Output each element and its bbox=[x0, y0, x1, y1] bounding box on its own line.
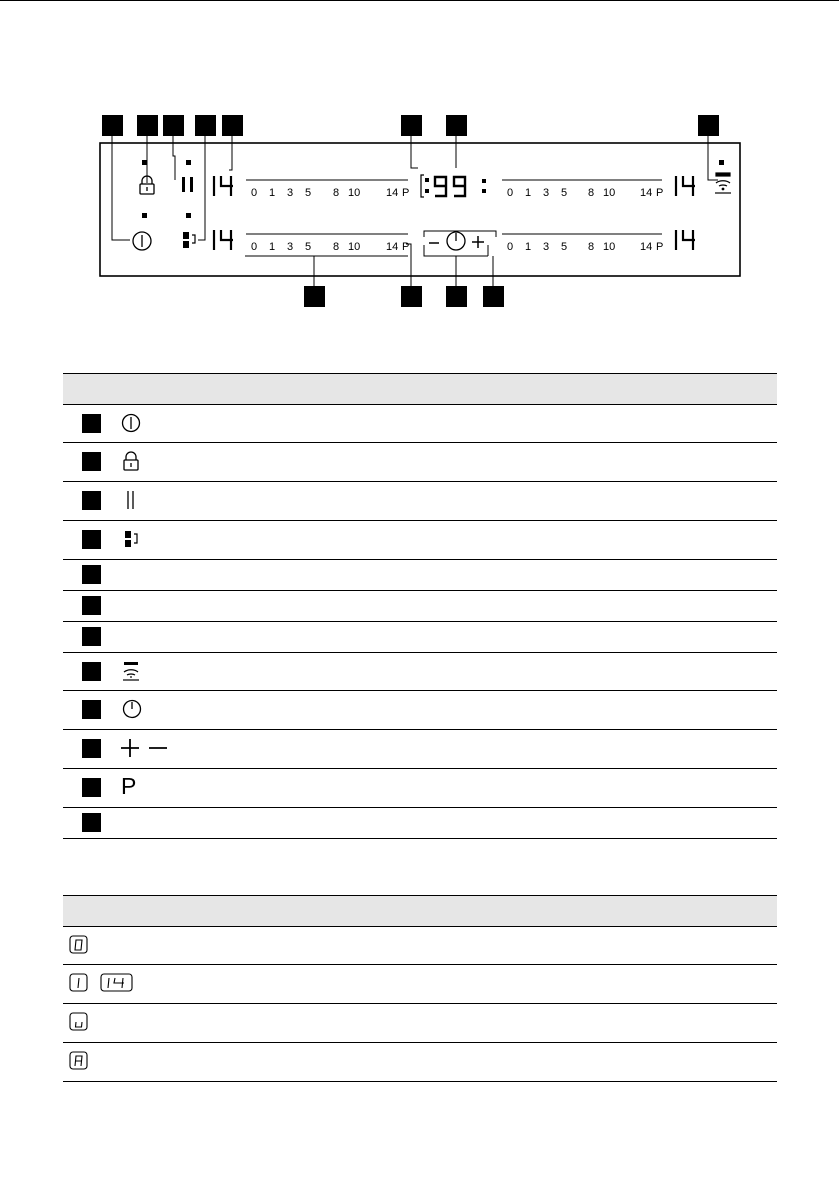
zone-display-bottom-right bbox=[676, 230, 695, 250]
callout-11 bbox=[446, 286, 467, 307]
sensor-row-6 bbox=[63, 591, 777, 622]
slider-top-right bbox=[502, 180, 663, 199]
svg-text:5: 5 bbox=[561, 241, 568, 253]
panel-outline bbox=[100, 143, 740, 276]
svg-text:1: 1 bbox=[525, 241, 532, 253]
display-table-header bbox=[63, 895, 777, 927]
power-boost-label: P bbox=[121, 773, 137, 799]
sensor-row-9 bbox=[63, 691, 777, 730]
svg-text:14: 14 bbox=[386, 187, 399, 199]
power-icon bbox=[121, 413, 141, 433]
callout-9 bbox=[304, 286, 325, 307]
hob-to-hood-icon bbox=[715, 173, 731, 193]
display-symbol-14 bbox=[100, 973, 134, 993]
timer-controls bbox=[424, 231, 496, 250]
sensor-row-4 bbox=[63, 521, 777, 560]
display-row-1 bbox=[63, 927, 777, 965]
callout-square-2 bbox=[82, 452, 101, 471]
callout-2 bbox=[137, 115, 158, 136]
sensor-fields-table bbox=[63, 373, 777, 839]
svg-text:3: 3 bbox=[543, 187, 550, 199]
svg-text:P: P bbox=[402, 187, 410, 199]
display-symbol-A bbox=[69, 1051, 89, 1071]
svg-text:14: 14 bbox=[386, 241, 399, 253]
callout-square-4 bbox=[82, 530, 101, 549]
display-row-3 bbox=[63, 1004, 777, 1043]
callout-square-10 bbox=[82, 739, 101, 758]
sensor-row-1 bbox=[63, 405, 777, 443]
callout-square-11 bbox=[82, 778, 101, 797]
callouts-bottom bbox=[304, 286, 504, 307]
sensor-row-8 bbox=[63, 653, 777, 691]
callout-square-12 bbox=[82, 813, 101, 832]
svg-text:3: 3 bbox=[543, 241, 550, 253]
pause-icon bbox=[121, 488, 141, 512]
scale-label: 0 bbox=[251, 187, 258, 199]
svg-text:10: 10 bbox=[348, 241, 361, 253]
callout-square-7 bbox=[82, 627, 101, 646]
svg-text:14: 14 bbox=[640, 187, 653, 199]
control-panel-diagram bbox=[0, 0, 839, 330]
display-symbol-0 bbox=[69, 935, 89, 955]
zone-display-top-right bbox=[676, 176, 695, 196]
svg-text:8: 8 bbox=[588, 187, 595, 199]
indicator-dots bbox=[142, 160, 724, 218]
display-symbol-1 bbox=[69, 973, 89, 993]
svg-text:3: 3 bbox=[287, 241, 294, 253]
svg-text:5: 5 bbox=[305, 241, 312, 253]
slider-bottom-left bbox=[246, 234, 409, 253]
svg-text:8: 8 bbox=[333, 187, 340, 199]
timer-icon bbox=[447, 232, 465, 250]
slider-bottom-right bbox=[502, 234, 663, 253]
power-icon bbox=[133, 232, 151, 250]
callout-7 bbox=[446, 115, 467, 136]
callout-square-3 bbox=[82, 491, 101, 510]
callout-5 bbox=[222, 115, 243, 136]
sensor-row-12 bbox=[63, 808, 777, 839]
bridge-icon bbox=[121, 528, 141, 550]
svg-text:8: 8 bbox=[333, 241, 340, 253]
callout-10 bbox=[401, 286, 422, 307]
bridge-icon bbox=[183, 232, 195, 248]
hob-to-hood-icon bbox=[121, 660, 141, 682]
callout-square-1 bbox=[82, 414, 101, 433]
svg-text:0: 0 bbox=[507, 241, 514, 253]
svg-text:1: 1 bbox=[525, 187, 532, 199]
callout-square-6 bbox=[82, 596, 101, 615]
pause-icon bbox=[182, 177, 193, 192]
svg-text:10: 10 bbox=[348, 187, 361, 199]
svg-text:8: 8 bbox=[588, 241, 595, 253]
sensor-row-5 bbox=[63, 560, 777, 591]
svg-text:1: 1 bbox=[269, 187, 276, 199]
display-symbol-u bbox=[69, 1012, 89, 1032]
svg-text:5: 5 bbox=[305, 187, 312, 199]
lock-icon bbox=[121, 450, 141, 472]
callout-1 bbox=[102, 115, 123, 136]
sensor-row-3 bbox=[63, 482, 777, 521]
callouts-top bbox=[102, 115, 719, 136]
svg-text:0: 0 bbox=[251, 241, 258, 253]
svg-text:1: 1 bbox=[269, 241, 276, 253]
sensor-row-2 bbox=[63, 443, 777, 482]
callout-12 bbox=[483, 286, 504, 307]
svg-text:0: 0 bbox=[507, 187, 514, 199]
plus-icon bbox=[472, 236, 484, 248]
callout-8 bbox=[698, 115, 719, 136]
callout-square-5 bbox=[82, 565, 101, 584]
svg-text:3: 3 bbox=[287, 187, 294, 199]
callout-square-8 bbox=[82, 662, 101, 681]
leader-lines bbox=[112, 136, 718, 286]
display-row-4 bbox=[63, 1043, 777, 1082]
svg-text:14: 14 bbox=[640, 241, 653, 253]
callout-3 bbox=[163, 115, 184, 136]
callout-6 bbox=[401, 115, 422, 136]
svg-text:10: 10 bbox=[603, 241, 616, 253]
zone-display-top-left bbox=[214, 176, 233, 196]
slider-top-left bbox=[246, 180, 409, 199]
display-symbols-table bbox=[63, 895, 777, 1082]
svg-text:10: 10 bbox=[603, 187, 616, 199]
svg-text:P: P bbox=[402, 241, 410, 253]
sensor-table-header bbox=[63, 373, 777, 405]
timer-icon bbox=[121, 698, 143, 720]
callout-4 bbox=[195, 115, 216, 136]
timer-display bbox=[421, 175, 486, 197]
callout-square-9 bbox=[82, 700, 101, 719]
sensor-row-7 bbox=[63, 622, 777, 653]
svg-text:5: 5 bbox=[561, 187, 568, 199]
display-row-2 bbox=[63, 965, 777, 1004]
svg-text:P: P bbox=[656, 241, 664, 253]
sensor-row-10 bbox=[63, 730, 777, 769]
plus-minus-icon bbox=[121, 738, 171, 760]
sensor-row-11 bbox=[63, 769, 777, 808]
svg-text:P: P bbox=[656, 187, 664, 199]
zone-display-bottom-left bbox=[214, 230, 233, 250]
